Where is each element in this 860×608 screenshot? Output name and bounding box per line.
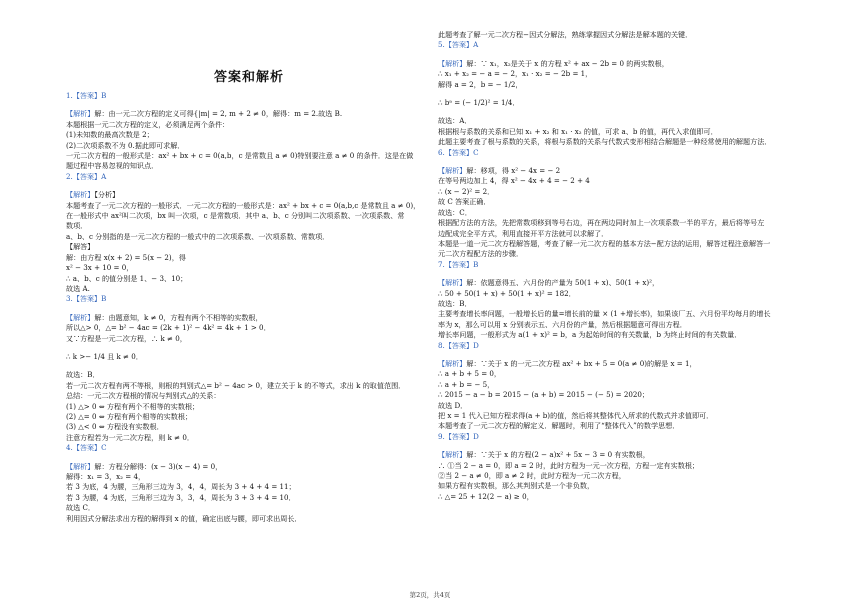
analysis-label: 【解析】	[66, 190, 95, 200]
text-line: ∴ 50 + 50(1 + x) + 50(1 + x)² = 182．	[438, 288, 576, 298]
spacer	[438, 108, 810, 116]
analysis-line	[438, 450, 810, 460]
answer-line: 7.【答案】B	[438, 259, 479, 269]
answer-line: 9.【答案】D	[438, 431, 479, 441]
text-line: 此题主要考查了根与系数的关系，将根与系数的关系与代数式变形相结合解题是一种经常使用的解题方法．	[438, 137, 772, 147]
spacer	[438, 90, 810, 98]
text-line: ∴ bᵃ = (− 1/2)² = 1/4．	[438, 98, 520, 108]
spacer	[66, 101, 432, 109]
text-line: (2) △= 0 ⇔ 方程有两个相等的实数根；	[66, 411, 193, 421]
answer-line: 4.【答案】C	[66, 443, 107, 453]
text-line: a、b、c 分别指的是一元二次方程的一般式中的二次项系数、一次项系数、常数项．	[66, 231, 330, 241]
text-line: 若一元二次方程有两不等根，则根的判别式△= b² − 4ac > 0，建立关于 k 的不等式，求出 k 的取值范围．	[66, 380, 406, 390]
right-column	[438, 30, 810, 502]
analysis-label: 【解析】	[66, 461, 95, 471]
text-line: 解得 a = 2，b = − 1/2，	[438, 79, 523, 89]
analysis-line	[66, 313, 432, 323]
text-line: 利用因式分解法求出方程的解得到 x 的值，确定出底与腰，即可求出周长．	[66, 513, 302, 523]
analysis-label: 【解析】	[438, 278, 467, 288]
analysis-text: 解：∵关于 x 的一元二次方程 ax² + bx + 5 = 0(a ≠ 0)的解是 x = 1，	[466, 358, 697, 368]
analysis-line	[438, 166, 810, 176]
answer-line: 1.【答案】B	[66, 91, 107, 100]
spacer	[66, 362, 432, 370]
text-line: 解：由方程 x(x + 2) = 5(x − 2)，得	[66, 252, 186, 262]
text-line: 注意方程若为一元二次方程，则 k ≠ 0．	[66, 432, 194, 442]
text-line: 一元二次方程的一般形式是：ax² + bx + c = 0(a,b，c 是常数且 a ≠ 0)特别要注意 a ≠ 0 的条件．这是在做	[66, 151, 414, 161]
analysis-label: 【解析】	[438, 58, 467, 68]
analysis-label: 【解析】	[438, 450, 467, 460]
text-line: ∴ x₁ + x₂ = − a = − 2，x₁ · x₂ = − 2b = 1，	[438, 69, 593, 79]
answer-line: 5.【答案】A	[438, 40, 479, 50]
text-line: 又∵方程是一元二次方程，∴ k ≠ 0，	[66, 333, 187, 343]
analysis-text: 解：移项，得 x² − 4x = − 2	[466, 166, 561, 176]
text-line: 故选：B．	[438, 298, 472, 308]
text-line: 边配成完全平方式，利用直接开平方法就可以求解了．	[438, 228, 609, 238]
text-line: 故选：C．	[438, 207, 472, 217]
analysis-text: 解：由一元二次方程的定义可得{|m| = 2, m + 2 ≠ 0，解得：m = 2.故选 B.	[94, 109, 343, 119]
right-column-body	[438, 30, 810, 502]
text-line: 本题考查了一元二次方程的一般形式．一元二次方程的一般形式是：ax² + bx + c = 0(a,b,c 是常数且 a ≠ 0)，	[66, 200, 421, 210]
text-line: 总结：一元二次方程根的情况与判别式△的关系：	[66, 391, 221, 401]
text-line: 此题考查了解一元二次方程−因式分解法，熟练掌握因式分解法是解本题的关键．	[438, 30, 693, 39]
text-line: ∴ (x − 2)² = 2．	[438, 186, 495, 196]
spacer	[66, 454, 432, 462]
answer-line: 2.【答案】A	[66, 171, 107, 181]
analysis-line	[66, 109, 432, 119]
text-line: 如果方程有实数根，那么其判别式是一个非负数，	[438, 481, 595, 491]
analysis-text: 解：由题意知，k ≠ 0，方程有两个不相等的实数根，	[94, 312, 263, 322]
text-line: 故选：A．	[438, 116, 472, 126]
spacer	[438, 351, 810, 359]
page-footer: 第2页，共4页	[409, 591, 451, 599]
analysis-text: 解：∵关于 x 的方程(2 − a)x² + 5x − 3 = 0 有实数根，	[466, 450, 650, 460]
text-line: x² − 3x + 10 = 0，	[66, 263, 134, 273]
text-line: 故选：B．	[66, 370, 100, 380]
text-line: ∴ a、b、c 的值分别是 1、− 3、10；	[66, 273, 188, 283]
spacer	[438, 158, 810, 166]
text-line: 题过程中容易忽视的知识点．	[66, 161, 159, 171]
spacer	[438, 51, 810, 59]
text-line: ∴ 2015 − a − b = 2015 − (a + b) = 2015 − (− 5) = 2020；	[438, 390, 650, 400]
text-line: (1)未知数的最高次数是 2；	[66, 130, 154, 140]
text-line: 在一般形式中 ax²叫二次项，bx 叫一次项，c 是常数项．其中 a、b、c 分别叫二次项系数、一次项系数、常	[66, 211, 405, 221]
text-line: 故 C 答案正确．	[438, 197, 491, 207]
spacer	[66, 305, 432, 313]
text-line: ∴ a + b = − 5，	[438, 379, 495, 389]
answer-line: 6.【答案】C	[438, 147, 479, 157]
text-line: 在等号两边加上 4，得 x² − 4x + 4 = − 2 + 4	[438, 176, 590, 186]
analysis-label: 【解析】	[66, 109, 95, 119]
text-line: 率为 x，那么可以用 x 分别表示五、六月份的产量，然后根据题意可得出方程．	[438, 319, 687, 329]
spacer	[438, 270, 810, 278]
text-line: 所以△> 0，△= b² − 4ac = (2k + 1)² − 4k² = 4k + 1 > 0．	[66, 323, 271, 333]
text-line: 把 x = 1 代入已知方程求得(a + b)的值，然后将其整体代入所求的代数式并求值即可．	[438, 411, 714, 420]
text-line: 根据根与系数的关系和已知 x₁ + x₂ 和 x₁ · x₂ 的值，可求 a、b 的值，再代入求值即可．	[438, 126, 718, 136]
spacer	[66, 344, 432, 352]
text-line: 若 3 为底，4 为腰，三角形三边为 3，4，4，周长为 3 + 4 + 4 = 11；	[66, 482, 296, 492]
text-line: 数项．	[66, 221, 88, 231]
spacer	[438, 442, 810, 450]
left-column-body	[66, 91, 432, 524]
text-line: ∴ k >− 1/4 且 k ≠ 0．	[66, 351, 143, 361]
analysis-line	[438, 359, 810, 369]
text-line: 【解答】	[66, 242, 95, 252]
text-line: 主要考查增长率问题，一般增长后的量=增长前的量 × (1 +增长率)，如果该厂五、六月份平均每月的增长	[438, 309, 771, 319]
text-line: 故选 A.	[66, 283, 90, 293]
analysis-line	[438, 59, 810, 69]
text-line: 本题根据一元二次方程的定义，必须满足两个条件：	[66, 119, 230, 129]
text-line: 增长率问题，一般形式为 a(1 + x)² = b，a 为起始时间的有关数量，b 为终止时间的有关数量．	[438, 330, 742, 340]
spacer	[66, 182, 432, 190]
analysis-text: 解：方程分解得：(x − 3)(x − 4) = 0，	[94, 461, 223, 471]
text-line: 根据配方法的方法，先把常数项移到等号右边，再在两边同时加上一次项系数一半的平方，最后将等号左	[438, 218, 765, 228]
text-line: (2)二次项系数不为 0.据此即可求解．	[66, 140, 185, 150]
text-line: 本题是一道一元二次方程解答题，考查了解一元二次方程的基本方法−配方法的运用，解答过程注意解答一	[438, 238, 771, 248]
answer-line: 8.【答案】D	[438, 340, 479, 350]
text-line: 元二次方程配方法的步骤．	[438, 249, 524, 259]
analysis-line	[66, 190, 432, 200]
analysis-label: 【解析】	[66, 312, 95, 322]
analysis-label: 【解析】	[438, 166, 467, 176]
text-line: ∴ △= 25 + 12(2 − a) ≥ 0，	[438, 491, 534, 501]
text-line: (3) △< 0 ⇔ 方程没有实数根．	[66, 422, 164, 432]
text-line: 若 3 为腰，4 为底，三角形三边为 3，3，4，周长为 3 + 3 + 4 = 10．	[66, 492, 296, 502]
text-line: 故选 C．	[66, 503, 95, 513]
text-line: 解得：x₁ = 3，x₂ = 4，	[66, 472, 146, 481]
analysis-text: 【分析】	[94, 190, 120, 200]
page-title: 答案和解析	[213, 70, 284, 85]
text-line: (1) △> 0 ⇔ 方程有两个不相等的实数根；	[66, 401, 200, 411]
text-line: ∴ a + b + 5 = 0，	[438, 369, 502, 379]
analysis-line	[66, 462, 432, 472]
analysis-label: 【解析】	[438, 358, 467, 368]
text-line: 本题考查了一元二次方程的解定义．解题时，利用了“整体代入”的数学思想．	[438, 421, 680, 431]
text-line: 故选 D．	[438, 400, 468, 410]
text-line: ②当 2 − a ≠ 0，即 a ≠ 2 时，此时方程为一元二次方程，	[438, 471, 626, 481]
left-column	[66, 66, 432, 524]
analysis-text: 解：依题意得五、六月份的产量为 50(1 + x)、50(1 + x)²，	[466, 278, 660, 288]
analysis-text: 解：∵ x₁，x₂是关于 x 的方程 x² + ax − 2b = 0 的两实数根，	[466, 58, 669, 68]
answer-line: 3.【答案】B	[66, 294, 107, 304]
analysis-line	[438, 278, 810, 288]
text-line: ∴ ①当 2 − a = 0，即 a = 2 时，此时方程为一元一次方程，方程一定有实数根；	[438, 460, 700, 470]
